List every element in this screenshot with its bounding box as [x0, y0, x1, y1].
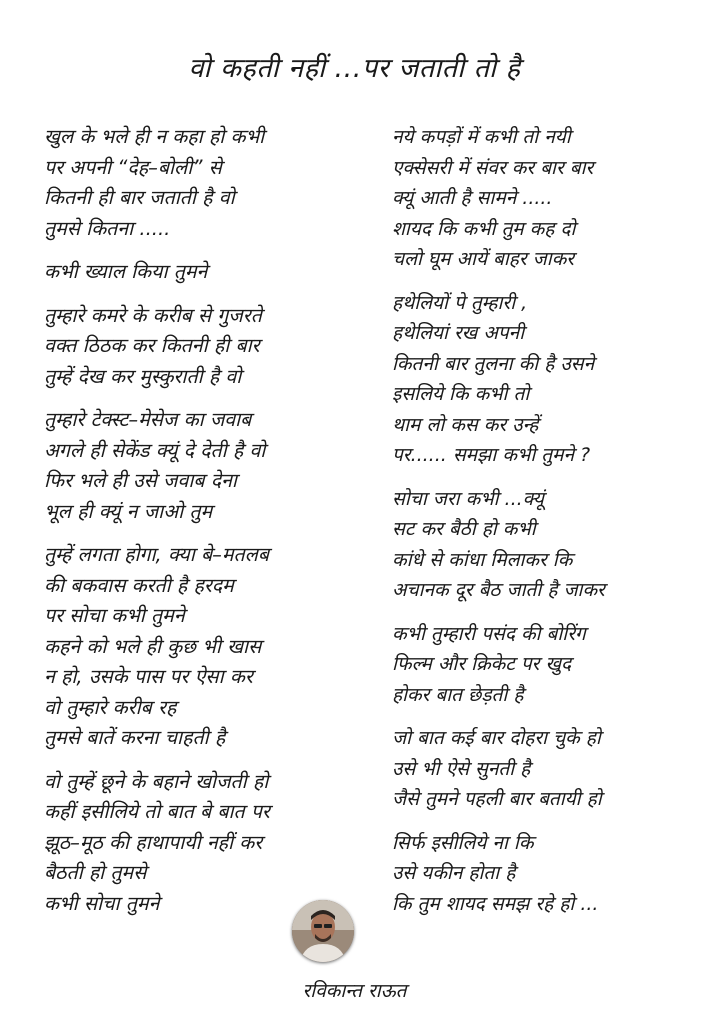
left-stanza: [44, 301, 364, 393]
poem-line: कांधे से कांधा मिलाकर कि: [392, 548, 573, 571]
right-stanza: [392, 828, 692, 920]
poem-line: सिर्फ इसीलिये ना कि: [392, 831, 534, 854]
poem-line: तुम्हारे टेक्स्ट–मेसेज का जवाब: [44, 408, 252, 431]
right-stanza: [392, 619, 692, 711]
poem-line: कभी ख्याल किया तुमने: [44, 260, 208, 283]
right-column: [392, 122, 692, 932]
poem-line: कितनी ही बार जताती है वो: [44, 186, 235, 209]
poem-line: कहीं इसीलिये तो बात बे बात पर: [44, 800, 270, 823]
poem-line: हथेलियां रख अपनी: [392, 322, 525, 344]
poem-title: वो कहती नहीं ...पर जताती तो है: [188, 53, 521, 84]
poem-line: हथेलियों पे तुम्हारी ,: [392, 291, 528, 314]
poem-line: भूल ही क्यूं न जाओ तुम: [44, 499, 213, 523]
poem-line: फिर भले ही उसे जवाब देना: [44, 469, 237, 492]
poem-line: जैसे तुमने पहली बार बतायी हो: [392, 788, 602, 810]
poem-line: उसे यकीन होता है: [392, 862, 516, 884]
poem-line: शायद कि कभी तुम कह दो: [392, 217, 576, 240]
poem-line: झूठ–मूठ की हाथापायी नहीं कर: [44, 830, 263, 854]
left-stanza: [44, 767, 364, 920]
poem-line: कभी तुम्हारी पसंद की बोरिंग: [392, 622, 586, 645]
right-stanza: [392, 484, 692, 606]
poem-line: अगले ही सेकेंड क्यूं दे देती है वो: [44, 438, 266, 462]
left-stanza: [44, 122, 364, 244]
poem-line: तुम्हारे कमरे के करीब से गुजरते: [44, 303, 262, 327]
author-name: रविकान्त राऊत: [302, 980, 407, 1002]
poem-line: बैठती हो तुमसे: [44, 861, 147, 884]
poem-line: पर सोचा कभी तुमने: [44, 604, 185, 627]
poem-line: पर अपनी “देह–बोली” से: [44, 155, 222, 179]
left-stanza: [44, 540, 364, 754]
poem-line: वो तुम्हारे करीब रह: [44, 695, 177, 719]
poem-line: तुम्हें लगता होगा, क्या बे–मतलब: [44, 543, 269, 566]
poem-line: पर...... समझा कभी तुमने ?: [392, 444, 591, 466]
poem-line: नये कपड़ों में कभी तो नयी: [392, 126, 571, 148]
poem-line: सोचा जरा कभी ...क्यूं: [392, 487, 544, 510]
right-stanza: [392, 122, 692, 275]
poem-line: होकर बात छेड़ती है: [392, 683, 524, 706]
left-column: [44, 122, 364, 932]
poem-line: थाम लो कस कर उन्हें: [392, 413, 539, 436]
left-stanza: [44, 257, 364, 288]
poem-line: कभी सोचा तुमने: [44, 891, 160, 915]
poem-line: वो तुम्हें छूने के बहाने खोजती हो: [44, 769, 269, 793]
poem-line: कहने को भले ही कुछ भी खास: [44, 634, 262, 658]
poem-line: अचानक दूर बैठ जाती है जाकर: [392, 579, 605, 601]
poem-line: न हो, उसके पास पर ऐसा कर: [44, 665, 253, 688]
right-stanza: [392, 288, 692, 471]
poem-line: वक्त ठिठक कर कितनी ही बार: [44, 334, 260, 357]
right-stanza: [392, 723, 692, 815]
author-photo: [292, 900, 354, 962]
left-stanza: [44, 405, 364, 527]
poem-line: एक्सेसरी में संवर कर बार बार: [392, 156, 594, 179]
poem-line: क्यूं आती है सामने .....: [392, 187, 553, 209]
poem-line: सट कर बैठी हो कभी: [392, 518, 536, 540]
poem-line: की बकवास करती है हरदम: [44, 573, 234, 597]
poem-line: उसे भी ऐसे सुनती है: [392, 757, 531, 780]
poem-line: कितनी बार तुलना की है उसने: [392, 352, 595, 375]
poem-line: तुम्हें देख कर मुस्कुराती है वो: [44, 364, 242, 388]
poem-line: खुल के भले ही न कहा हो कभी: [44, 125, 265, 148]
poem-line: तुमसे बातें करना चाहती है: [44, 726, 226, 749]
poem-line: कि तुम शायद समझ रहे हो ...: [392, 892, 599, 915]
poem-line: जो बात कई बार दोहरा चुके हो: [392, 727, 601, 749]
poem-line: चलो घूम आयें बाहर जाकर: [392, 248, 575, 270]
poem-line: फिल्म और क्रिकेट पर खुद: [392, 653, 572, 675]
poem-line: तुमसे कितना .....: [44, 216, 171, 240]
poem-line: इसलिये कि कभी तो: [392, 383, 530, 405]
